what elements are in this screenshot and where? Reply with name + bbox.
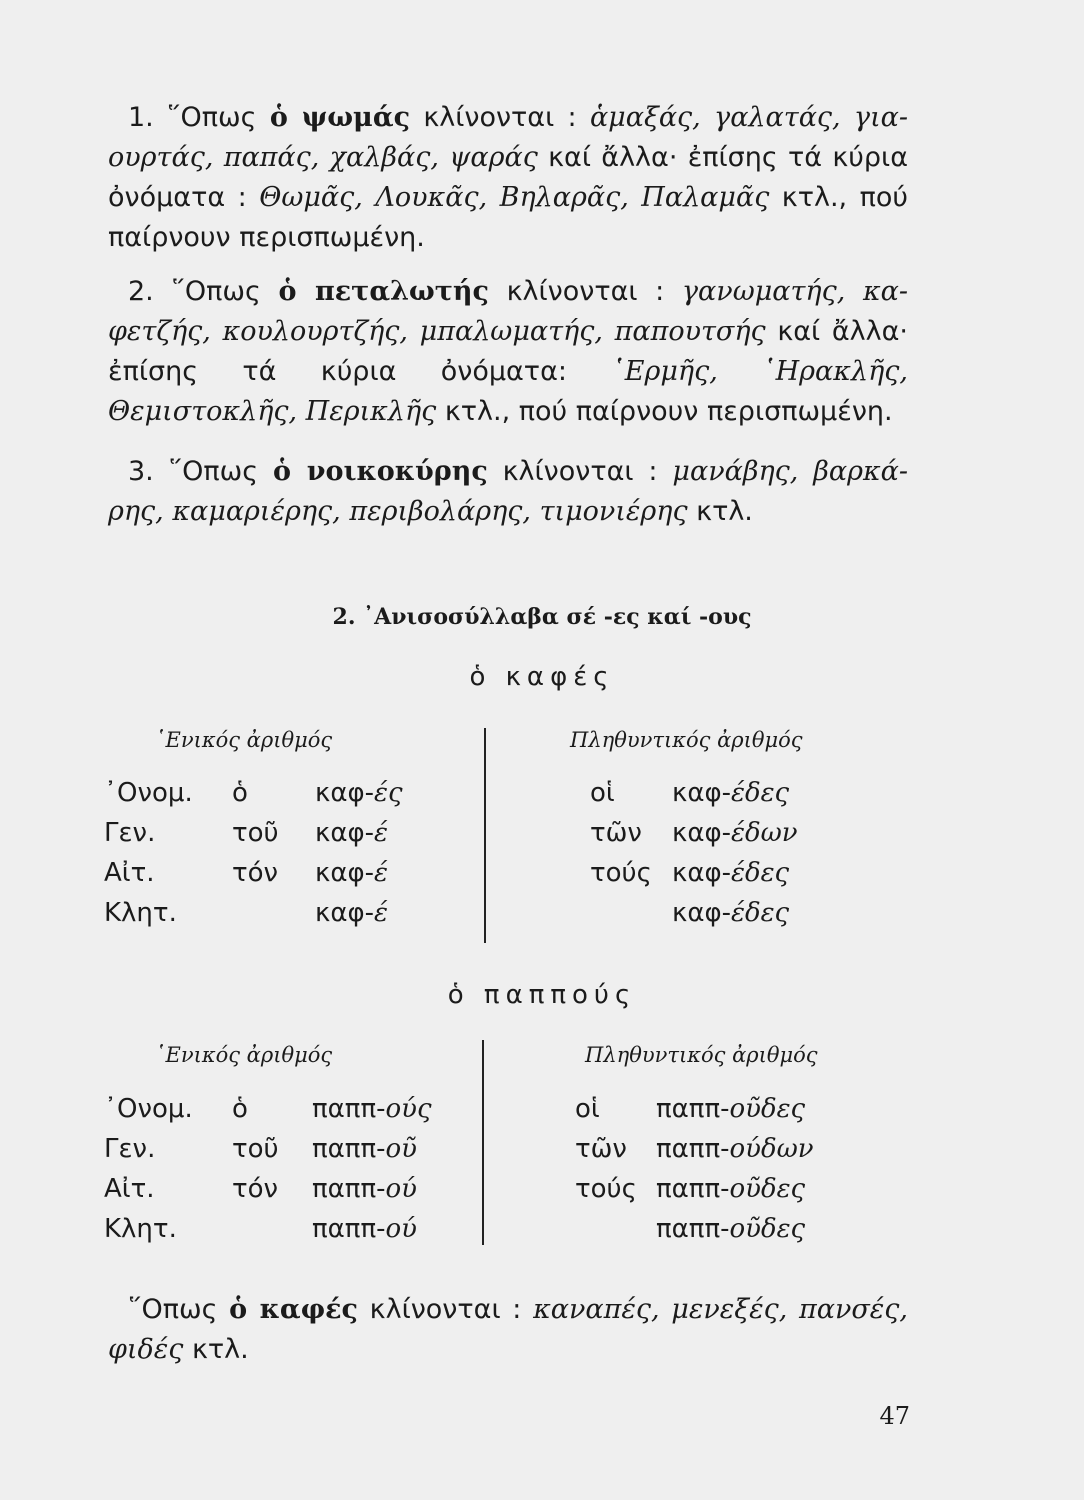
- table1-singular-header: ῾Ενικός ἀριθμός: [155, 728, 333, 752]
- form-singular: [315, 858, 388, 888]
- ending: έ: [374, 898, 388, 928]
- article-singular: ὁ: [232, 1094, 248, 1124]
- stem: παππ-: [312, 1094, 386, 1124]
- form-plural: [672, 858, 789, 888]
- form-plural: [656, 1134, 814, 1164]
- ending: έδων: [731, 818, 798, 848]
- case-label: Γεν.: [104, 1134, 156, 1164]
- stem: καφ-: [672, 818, 731, 848]
- case-label: Κλητ.: [104, 898, 177, 928]
- ending: ού: [385, 1174, 417, 1204]
- ending: ές: [374, 778, 403, 808]
- case-label: Αἰτ.: [104, 858, 155, 888]
- table1-title: ὁ καφές: [469, 662, 615, 692]
- ending: ούς: [385, 1094, 432, 1124]
- form-singular: [315, 898, 388, 928]
- stem: καφ-: [315, 898, 374, 928]
- text: κλίνονται :: [357, 1294, 534, 1325]
- case-label: ᾿Ονομ.: [104, 778, 193, 808]
- ending: έ: [374, 818, 388, 848]
- form-plural: [656, 1214, 805, 1244]
- example-words: γανωματής, καφετζής, κουλουρτζής, μπαλωματής, παπουτσής: [108, 276, 909, 347]
- ending: έδες: [731, 898, 790, 928]
- article-singular: τόν: [232, 858, 279, 888]
- ending: έ: [374, 858, 388, 888]
- case-label: Γεν.: [104, 818, 156, 848]
- article-plural: τούς: [575, 1174, 637, 1204]
- example-words: μανάβης, βαρκάρης, καμαριέρης, περιβολάρης, τιμονιέρης: [108, 456, 909, 527]
- form-plural: [656, 1094, 805, 1124]
- text: καί ἄλλα· ἐπίσης τά κύρια ὀνόματα :: [108, 142, 908, 213]
- form-plural: [656, 1174, 805, 1204]
- section-heading: 2. ᾿Ανισοσύλλαβα σέ -ες καί -ους: [332, 604, 752, 630]
- stem: καφ-: [315, 778, 374, 808]
- stem: παππ-: [656, 1214, 730, 1244]
- text: καί ἄλλα· ἐπίσης τά κύρια ὀνόματα:: [108, 316, 908, 387]
- text: 2. ῞Οπως: [128, 276, 279, 307]
- case-label: Κλητ.: [104, 1214, 177, 1244]
- form-singular: [312, 1134, 417, 1164]
- form-singular: [315, 778, 403, 808]
- table1-divider: [484, 728, 486, 943]
- article-singular: τοῦ: [232, 1134, 279, 1164]
- form-plural: [672, 818, 798, 848]
- article-singular: τόν: [232, 1174, 279, 1204]
- article-singular: τοῦ: [232, 818, 279, 848]
- article-plural: οἱ: [575, 1094, 600, 1124]
- article-plural: τῶν: [575, 1134, 627, 1164]
- text: κτλ.: [183, 1334, 249, 1365]
- proper-names: ῾Ερμῆς, ῾Ηρακλῆς, Θεμιστοκλῆς, Περικλῆς: [108, 356, 908, 427]
- stem: παππ-: [656, 1094, 730, 1124]
- form-singular: [312, 1214, 417, 1244]
- ending: οῦδες: [729, 1174, 806, 1204]
- form-plural: [672, 778, 789, 808]
- ending: οῦδες: [729, 1214, 806, 1244]
- text: κλίνονται :: [488, 276, 682, 307]
- table2-plural-header: Πληθυντικός ἀριθμός: [585, 1043, 818, 1067]
- ending: οῦδες: [729, 1094, 806, 1124]
- ending: οῦ: [385, 1134, 417, 1164]
- text: κλίνονται :: [410, 102, 590, 133]
- form-singular: [312, 1094, 432, 1124]
- text: κλίνονται :: [487, 456, 673, 487]
- stem: καφ-: [672, 898, 731, 928]
- text: κτλ., πού παίρνουν περισπωμένη.: [108, 182, 908, 253]
- stem: παππ-: [312, 1214, 386, 1244]
- text: 1. ῞Οπως: [128, 102, 270, 133]
- form-singular: [315, 818, 388, 848]
- bold-noun: ὁ πεταλωτής: [278, 276, 489, 307]
- proper-names: Θωμᾶς, Λουκᾶς, Βηλαρᾶς, Παλαμᾶς: [259, 182, 770, 213]
- table2-title: ὁ παππούς: [447, 980, 637, 1010]
- stem: παππ-: [312, 1134, 386, 1164]
- stem: καφ-: [672, 778, 731, 808]
- table2-singular-header: ῾Ενικός ἀριθμός: [155, 1043, 333, 1067]
- ending: έδες: [731, 858, 790, 888]
- page-number: 47: [879, 1402, 910, 1430]
- stem: καφ-: [315, 858, 374, 888]
- paragraph-noikokyris: [108, 452, 908, 532]
- article-plural: τούς: [590, 858, 652, 888]
- ending: ούδων: [729, 1134, 814, 1164]
- text: κτλ., πού παίρνουν περισπωμένη.: [436, 396, 893, 427]
- paragraph-psomas: [108, 98, 908, 258]
- form-plural: [672, 898, 789, 928]
- bold-noun: ὁ καφές: [229, 1294, 358, 1325]
- table1-plural-header: Πληθυντικός ἀριθμός: [570, 728, 803, 752]
- stem: παππ-: [656, 1134, 730, 1164]
- case-label: Αἰτ.: [104, 1174, 155, 1204]
- article-plural: τῶν: [590, 818, 642, 848]
- stem: καφ-: [672, 858, 731, 888]
- text: 3. ῞Οπως: [128, 456, 273, 487]
- example-words: ἁμαξάς, γαλατάς, γιαουρτάς, παπάς, χαλβάς, ψαράς: [108, 102, 909, 173]
- stem: παππ-: [656, 1174, 730, 1204]
- ending: ού: [385, 1214, 417, 1244]
- case-label: ᾿Ονομ.: [104, 1094, 193, 1124]
- text: ῞Οπως: [128, 1294, 230, 1325]
- article-singular: ὁ: [232, 778, 248, 808]
- stem: παππ-: [312, 1174, 386, 1204]
- example-words: καναπές, μενεξές, πανσές, φιδές: [108, 1294, 908, 1365]
- paragraph-petalotis: [108, 272, 908, 432]
- form-singular: [312, 1174, 417, 1204]
- bold-noun: ὁ ψωμάς: [269, 102, 411, 133]
- table2-divider: [482, 1040, 484, 1245]
- paragraph-kafes: [108, 1290, 908, 1370]
- article-plural: οἱ: [590, 778, 615, 808]
- ending: έδες: [731, 778, 790, 808]
- text: κτλ.: [687, 496, 753, 527]
- stem: καφ-: [315, 818, 374, 848]
- bold-noun: ὁ νοικοκύρης: [273, 456, 488, 487]
